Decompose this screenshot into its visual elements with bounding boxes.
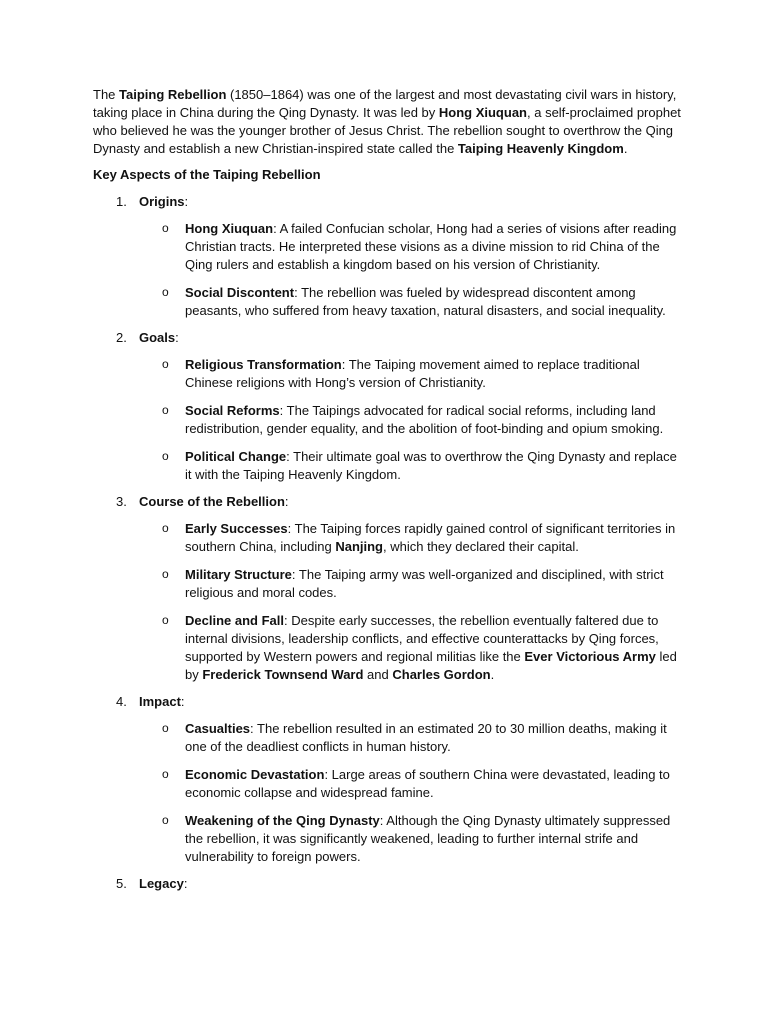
list-item (139, 566, 681, 602)
list-number: 2. (116, 330, 127, 345)
bold-text-run: Early Successes (185, 521, 288, 536)
list-section (93, 329, 681, 484)
list-number: 5. (116, 876, 127, 891)
intro-paragraph (93, 86, 681, 158)
text-run: : A failed Confucian scholar, Hong had a series of visions after reading Christian tracts. He interpreted these visions as a divine mission to rid China of the Qing rulers and establish a kingdom based on his version of Christianity. (185, 221, 677, 272)
list-item-text (185, 613, 677, 682)
text-run: : The Taipings advocated for radical social reforms, including land redistribution, gender equality, and the abolition of foot-binding and opium smoking. (185, 403, 664, 436)
list-number: 3. (116, 494, 127, 509)
bold-text-run: Hong Xiuquan (185, 221, 274, 236)
list-item-text (185, 813, 670, 864)
list-number: 4. (116, 694, 127, 709)
list-item-text (185, 285, 666, 318)
list-item (139, 766, 681, 802)
list-item-text (185, 357, 640, 390)
list-item (139, 612, 681, 684)
section-title-colon: : (175, 330, 179, 345)
list-section (93, 493, 681, 684)
text-run: : The Taiping movement aimed to replace traditional Chinese religions with Hong’s version of Christianity. (185, 357, 640, 390)
bullet-list (139, 520, 681, 684)
text-run: , which they declared their capital. (383, 539, 579, 554)
list-item (139, 284, 681, 320)
text-run: (1850–1864) was one of the largest and most devastating civil wars in history, taking place in China during the Qing Dynasty. It was led by (93, 87, 677, 120)
list-item (139, 812, 681, 866)
numbered-list (93, 193, 681, 893)
bold-text-run: Frederick Townsend Ward (202, 667, 364, 682)
section-title-text: Impact (139, 694, 181, 709)
text-run: , a self-proclaimed prophet who believed he was the younger brother of Jesus Christ. The rebellion sought to overthrow the Qing Dynasty and establish a new Christian-inspired state called the (93, 105, 681, 156)
document-body (93, 86, 681, 902)
bullet-o-icon: o (162, 767, 169, 781)
bold-text-run: Social Discontent (185, 285, 295, 300)
text-run: . (623, 141, 628, 156)
bullet-o-icon: o (162, 613, 169, 627)
bold-text-run: Nanjing (335, 539, 383, 554)
section-title-colon: : (184, 194, 189, 209)
bold-text-run: Social Reforms (185, 403, 280, 418)
list-item-text (185, 449, 677, 482)
list-item-text (185, 221, 676, 272)
bold-text-run: Taiping Rebellion (119, 87, 227, 102)
bold-text-run: Religious Transformation (185, 357, 342, 372)
text-run: : The Taiping forces rapidly gained control of significant territories in southern China, including (185, 521, 676, 554)
bullet-list (139, 220, 681, 320)
text-run: . (490, 667, 495, 682)
section-heading: Key Aspects of the Taiping Rebellion (93, 167, 321, 182)
section-title-colon: : (284, 494, 289, 509)
list-item (139, 720, 681, 756)
list-item (139, 402, 681, 438)
list-item (139, 220, 681, 274)
text-run: : The rebellion was fueled by widespread discontent among peasants, who suffered from heavy taxation, natural disasters, and social inequality. (185, 285, 666, 318)
bullet-o-icon: o (162, 521, 169, 535)
section-title (139, 329, 681, 347)
bullet-o-icon: o (162, 449, 169, 463)
text-run: and (363, 667, 393, 682)
list-section (93, 193, 681, 320)
bullet-list (139, 356, 681, 484)
text-run: : Despite early successes, the rebellion eventually faltered due to internal divisions, leadership conflicts, and effective counterattacks by Qing forces, supported by Western powers and regional militias like the (185, 613, 659, 664)
text-run: : Large areas of southern China were devastated, leading to economic collapse and widespread famine. (185, 767, 670, 800)
bullet-o-icon: o (162, 285, 169, 299)
list-item-text (185, 521, 675, 554)
bold-text-run: Ever Victorious Army (524, 649, 656, 664)
section-title (139, 693, 681, 711)
text-run: led by (185, 649, 677, 682)
text-run: : The Taiping army was well-organized and disciplined, with strict religious and moral codes. (185, 567, 664, 600)
text-run: : Although the Qing Dynasty ultimately suppressed the rebellion, it was significantly weakened, leading to further internal strife and vulnerability to foreign powers. (185, 813, 671, 864)
bold-text-run: Taiping Heavenly Kingdom (457, 141, 624, 156)
section-title-text: Legacy (139, 876, 184, 891)
list-item (139, 520, 681, 556)
bold-text-run: Weakening of the Qing Dynasty (185, 813, 380, 828)
list-item-text (185, 403, 663, 436)
bullet-o-icon: o (162, 721, 169, 735)
bold-text-run: Hong Xiuquan (438, 105, 527, 120)
text-run: : Their ultimate goal was to overthrow the Qing Dynasty and replace it with the Taiping Heavenly Kingdom. (185, 449, 677, 482)
list-item (139, 356, 681, 392)
list-item-text (185, 567, 664, 600)
bold-text-run: Economic Devastation (185, 767, 325, 782)
bullet-o-icon: o (162, 357, 169, 371)
section-title-text: Course of the Rebellion (139, 494, 285, 509)
section-title-text: Goals (139, 330, 176, 345)
section-title (139, 493, 681, 511)
list-item-text (185, 721, 667, 754)
bullet-o-icon: o (162, 221, 169, 235)
list-section (93, 875, 681, 893)
list-section (93, 693, 681, 866)
bold-text-run: Political Change (185, 449, 287, 464)
section-title-colon: : (180, 694, 185, 709)
bold-text-run: Casualties (185, 721, 251, 736)
section-title (139, 875, 681, 893)
list-item-text (185, 767, 670, 800)
bullet-o-icon: o (162, 403, 169, 417)
bold-text-run: Decline and Fall (185, 613, 284, 628)
list-number: 1. (116, 194, 127, 209)
bullet-o-icon: o (162, 567, 169, 581)
list-item (139, 448, 681, 484)
section-title-text: Origins (139, 194, 185, 209)
section-title (139, 193, 681, 211)
bullet-list (139, 720, 681, 866)
bold-text-run: Charles Gordon (392, 667, 491, 682)
bold-text-run: Military Structure (185, 567, 292, 582)
text-run: The (93, 87, 120, 102)
text-run: : The rebellion resulted in an estimated 20 to 30 million deaths, making it one of the deadliest conflicts in human history. (185, 721, 667, 754)
section-title-colon: : (183, 876, 188, 891)
bullet-o-icon: o (162, 813, 169, 827)
